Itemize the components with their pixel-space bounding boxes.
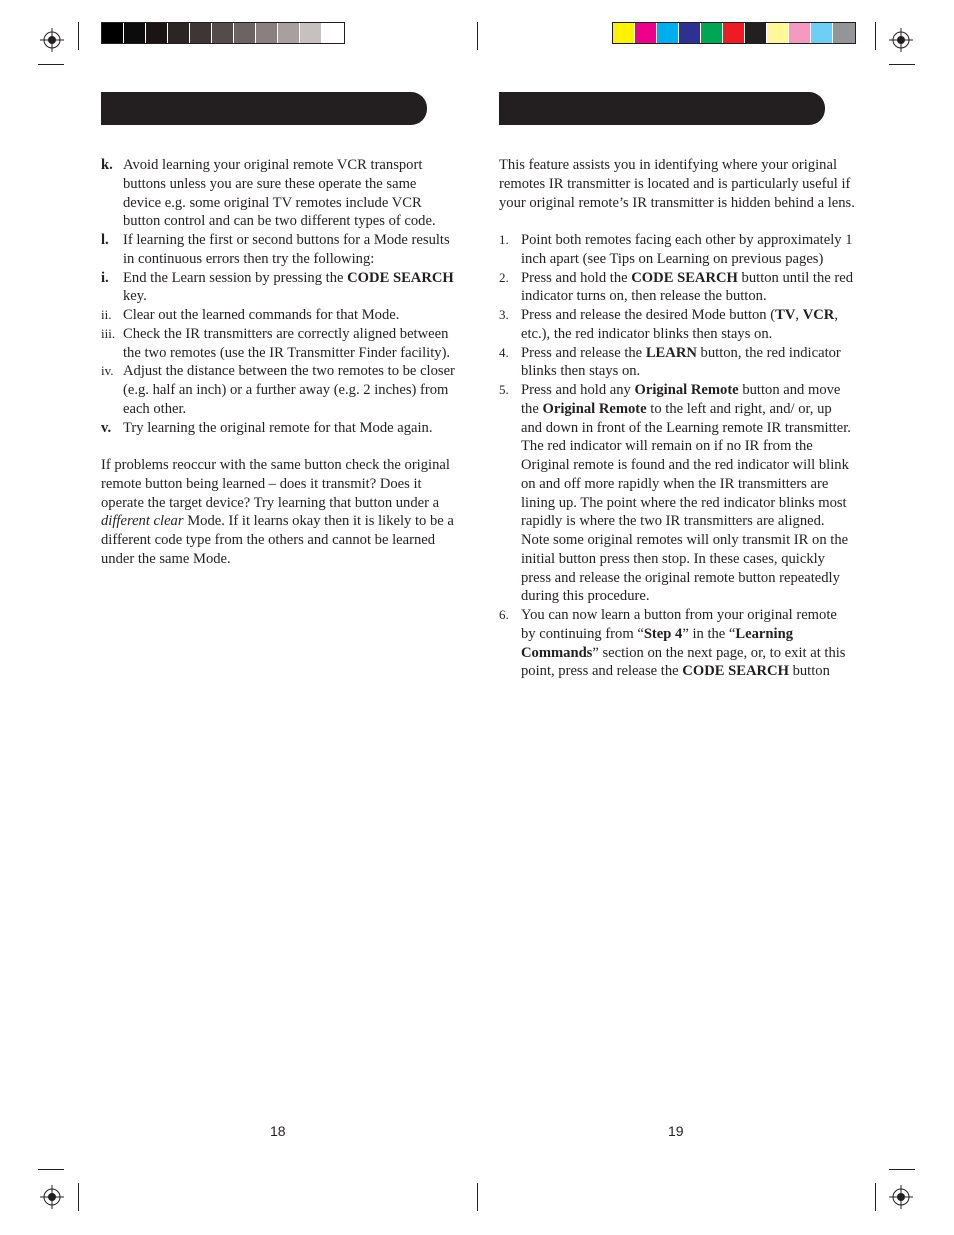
crop-mark	[889, 1169, 915, 1170]
registration-mark-bottom-left-icon	[40, 1185, 64, 1209]
list-item-marker: iv.	[101, 363, 114, 379]
right-column	[499, 156, 855, 681]
step-item-marker: 5.	[499, 382, 509, 397]
step-item-text: Press and release the LEARN button, the red indicator blinks then stays on.	[521, 344, 841, 380]
step-item-marker: 4.	[499, 344, 509, 360]
problem-paragraph: If problems reoccur with the same button check the original remote button being learned – does it transmit? Does it operate the target device? Try learning that button under a different clear Mode. If it learns okay then it is likely to be a different code type from the others and cannot be learned under the same Mode.	[101, 457, 454, 567]
step-item	[499, 231, 855, 269]
page-number-right: 19	[668, 1123, 684, 1139]
step-item-text: Point both remotes facing each other by approximately 1 inch apart (see Tips on Learning on previous pages)	[521, 232, 853, 267]
step-item	[499, 306, 855, 344]
crop-mark	[78, 22, 79, 50]
crop-mark	[38, 64, 64, 65]
page-number-left: 18	[270, 1123, 286, 1139]
step-item	[499, 344, 855, 382]
color-calibration-bar	[612, 22, 856, 44]
color-swatch	[657, 23, 679, 43]
list-item-text: Check the IR transmitters are correctly aligned between the two remotes (use the IR Transmitter Finder facility).	[123, 325, 451, 361]
crop-mark	[875, 22, 876, 50]
color-swatch	[723, 23, 745, 43]
color-swatch	[146, 23, 168, 43]
list-item-marker: ii.	[101, 307, 112, 322]
step-item-text: You can now learn a button from your original remote by continuing from “Step 4” in the “Learning Commands” section on the next page, or, to exit at this point, press and release the CODE SEARCH button	[521, 607, 846, 680]
list-item	[101, 362, 457, 418]
list-item	[101, 306, 457, 325]
list-item	[101, 269, 457, 307]
step-item-marker: 6.	[499, 607, 509, 622]
crop-mark	[38, 1169, 64, 1170]
step-item	[499, 381, 855, 606]
list-item	[101, 231, 457, 269]
step-item-marker: 1.	[499, 232, 509, 247]
list-item-marker: k.	[101, 157, 113, 173]
color-swatch	[811, 23, 833, 43]
color-swatch	[256, 23, 278, 43]
color-swatch	[635, 23, 657, 43]
color-swatch	[833, 23, 855, 43]
list-item-marker: v.	[101, 419, 112, 436]
step-item	[499, 269, 855, 307]
list-item-text: End the Learn session by pressing the CODE SEARCH key.	[123, 269, 454, 305]
list-item-text: Clear out the learned commands for that Mode.	[123, 307, 400, 323]
color-swatch	[322, 23, 344, 43]
color-swatch	[613, 23, 635, 43]
color-swatch	[767, 23, 789, 43]
crop-mark	[875, 1183, 876, 1211]
step-item-text: Press and hold any Original Remote button and move the Original Remote to the left and right, and/ or, up and down in front of the Learning remote IR transmitter. The red indicator will remain on if no IR from the Original remote is found and the red indicator will blink on and off more rapidly when the IR transmitters are lining up. The point where the red indicator blinks most rapidly is where the two IR transmitters are aligned. Note some original remotes will only transmit IR on the initial button press then stop. In these cases, quickly press and release the original remote button repeatedly during this procedure.	[521, 382, 851, 605]
color-swatch	[168, 23, 190, 43]
step-item	[499, 606, 855, 681]
list-item-text: Try learning the original remote for that Mode again.	[123, 419, 433, 436]
grayscale-calibration-bar	[101, 22, 345, 44]
crop-mark	[78, 1183, 79, 1211]
troubleshooting-list	[101, 156, 457, 437]
list-item-marker: i.	[101, 269, 109, 286]
color-swatch	[300, 23, 322, 43]
crop-mark	[477, 1183, 478, 1211]
color-swatch	[278, 23, 300, 43]
color-swatch	[212, 23, 234, 43]
left-section-header-bar	[101, 92, 427, 125]
registration-mark-top-right-icon	[889, 28, 913, 52]
list-item	[101, 156, 457, 231]
color-swatch	[190, 23, 212, 43]
color-swatch	[124, 23, 146, 43]
list-item-marker: iii.	[101, 325, 116, 341]
crop-mark	[477, 22, 478, 50]
color-swatch	[102, 23, 124, 43]
list-item	[101, 325, 457, 363]
step-item-marker: 2.	[499, 269, 509, 285]
step-item-text: Press and release the desired Mode button (TV, VCR, etc.), the red indicator blinks then stays on.	[521, 307, 838, 342]
registration-mark-top-left-icon	[40, 28, 64, 52]
left-column	[101, 156, 457, 569]
color-swatch	[701, 23, 723, 43]
color-swatch	[679, 23, 701, 43]
list-item-marker: l.	[101, 232, 109, 248]
list-item	[101, 419, 457, 438]
steps-list	[499, 231, 855, 681]
color-swatch	[789, 23, 811, 43]
color-swatch	[745, 23, 767, 43]
crop-mark	[889, 64, 915, 65]
registration-mark-bottom-right-icon	[889, 1185, 913, 1209]
step-item-marker: 3.	[499, 307, 509, 322]
list-item-text: If learning the first or second buttons for a Mode results in continuous errors then try the following:	[123, 232, 450, 267]
list-item-text: Adjust the distance between the two remotes to be closer (e.g. half an inch) or a further away (e.g. 2 inches) from each other.	[123, 363, 455, 417]
color-swatch	[234, 23, 256, 43]
intro-paragraph: This feature assists you in identifying where your original remotes IR transmitter is located and is particularly useful if your original remote’s IR transmitter is hidden behind a lens.	[499, 157, 855, 211]
step-item-text: Press and hold the CODE SEARCH button until the red indicator turns on, then release the button.	[521, 269, 854, 305]
list-item-text: Avoid learning your original remote VCR transport buttons unless you are sure these operate the same device e.g. some original TV remotes include VCR button control and can be two different types of code.	[123, 157, 436, 230]
right-section-header-bar	[499, 92, 825, 125]
